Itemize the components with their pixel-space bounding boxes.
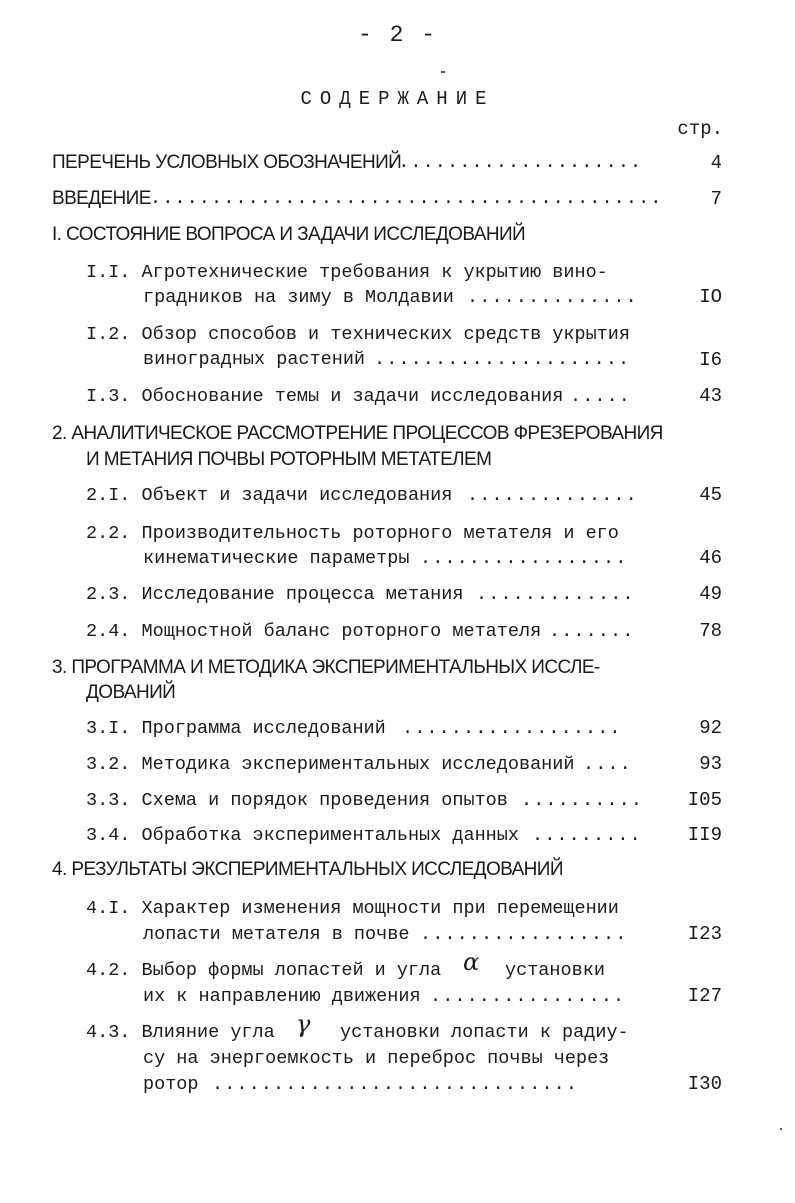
toc-page-number: 78: [699, 620, 722, 642]
toc-chapter-heading-cont: ДОВАНИЙ: [86, 682, 176, 703]
toc-chapter-heading: 4. РЕЗУЛЬТАТЫ ЭКСПЕРИМЕНТАЛЬНЫХ ИССЛЕДОВАНИЙ: [52, 859, 563, 880]
toc-section-3-3: 3.3. Схема и порядок проведения опытов: [86, 790, 508, 811]
gamma-symbol: γ: [296, 1010, 311, 1038]
toc-page-number: 92: [699, 717, 722, 739]
leader-dots: ................: [430, 986, 626, 1007]
toc-section-4-1: 4.I. Характер изменения мощности при перемещении: [86, 898, 619, 919]
toc-page-number: 49: [699, 583, 722, 605]
leader-dots: .....................: [386, 152, 643, 173]
leader-dots: .............: [476, 584, 635, 605]
leader-dots: ..........................................: [150, 188, 663, 209]
toc-page-number: 4: [710, 152, 722, 174]
leader-dots: ....: [583, 754, 632, 775]
leader-dots: .....................: [374, 349, 631, 370]
toc-page-number: II9: [687, 824, 722, 846]
toc-section-4-3-suffix: установки лопасти к радиу-: [340, 1022, 629, 1043]
page-title: СОДЕРЖАНИЕ: [300, 88, 495, 110]
toc-chapter-heading: 2. АНАЛИТИЧЕСКОЕ РАССМОТРЕНИЕ ПРОЦЕССОВ ФРЕЗЕРОВАНИЯ: [52, 423, 663, 444]
toc-page-number: 93: [699, 753, 722, 775]
leader-dots: ..............: [467, 485, 638, 506]
leader-dots: .................: [420, 548, 628, 569]
toc-section-4-2-cont: их к направлению движения: [143, 986, 421, 1007]
scan-speck: [780, 1128, 782, 1130]
toc-page-number: I05: [687, 789, 722, 811]
leader-dots: ..............................: [212, 1074, 579, 1095]
toc-section-2-2: 2.2. Производительность роторного метателя и его: [86, 523, 619, 544]
toc-entry-introduction: ВВЕДЕНИЕ: [52, 188, 151, 209]
toc-section-4-3-cont: су на энергоемкость и переброс почвы через: [143, 1048, 610, 1069]
toc-section-4-1-cont: лопасти метателя в почве: [143, 924, 410, 945]
toc-chapter-heading-cont: И МЕТАНИЯ ПОЧВЫ РОТОРНЫМ МЕТАТЕЛЕМ: [86, 449, 492, 470]
toc-entry-list-of-symbols: ПЕРЕЧЕНЬ УСЛОВНЫХ ОБОЗНАЧЕНИЙ: [52, 152, 402, 173]
toc-chapter-heading: 3. ПРОГРАММА И МЕТОДИКА ЭКСПЕРИМЕНТАЛЬНЫХ ИССЛЕ-: [52, 657, 600, 678]
leader-dots: ..................: [402, 718, 622, 739]
page-column-label: стр.: [677, 118, 723, 140]
toc-page-number: I6: [699, 349, 722, 371]
leader-dots: ..........: [521, 790, 644, 811]
leader-dots: ..............: [467, 287, 638, 308]
toc-section-4-2: 4.2. Выбор формы лопастей и угла: [86, 960, 442, 981]
toc-section-2-1: 2.I. Объект и задачи исследования: [86, 485, 453, 506]
toc-section-4-3: 4.3. Влияние угла: [86, 1022, 275, 1043]
toc-section-2-2-cont: кинематические параметры: [143, 548, 410, 569]
toc-section-1-3: I.3. Обоснование темы и задачи исследования: [86, 386, 564, 407]
toc-section-4-2-suffix: установки: [505, 960, 605, 981]
alpha-symbol: α: [463, 948, 480, 976]
leader-dots: .................: [420, 924, 628, 945]
leader-dots: .........: [532, 825, 642, 846]
scan-speck: [441, 71, 445, 73]
toc-page-number: 46: [699, 547, 722, 569]
toc-page-number: IO: [699, 286, 722, 308]
toc-page-number: 45: [699, 484, 722, 506]
toc-section-3-1: 3.I. Программа исследований: [86, 718, 386, 739]
toc-section-1-1-cont: градников на зиму в Молдавии: [143, 287, 454, 308]
toc-page-number: I27: [687, 985, 722, 1007]
leader-dots: .......: [549, 621, 635, 642]
toc-page-number: I23: [687, 923, 722, 945]
page-number: - 2 -: [357, 22, 437, 48]
toc-section-2-3: 2.3. Исследование процесса метания: [86, 584, 464, 605]
toc-section-1-2-cont: виноградных растений: [143, 349, 366, 370]
leader-dots: .....: [570, 386, 632, 407]
toc-page-number: 7: [710, 188, 722, 210]
toc-chapter-heading: I. СОСТОЯНИЕ ВОПРОСА И ЗАДАЧИ ИССЛЕДОВАНИЙ: [52, 224, 526, 245]
toc-page-number: I30: [687, 1073, 722, 1095]
toc-section-4-3-cont2: ротор: [143, 1074, 199, 1095]
toc-section-3-2: 3.2. Методика экспериментальных исследований: [86, 754, 575, 775]
toc-section-2-4: 2.4. Мощностной баланс роторного метателя: [86, 621, 542, 642]
toc-page-number: 43: [699, 385, 722, 407]
toc-section-3-4: 3.4. Обработка экспериментальных данных: [86, 825, 519, 846]
toc-section-1-2: I.2. Обзор способов и технических средств укрытия: [86, 324, 630, 345]
toc-section-1-1: I.I. Агротехнические требования к укрытию вино-: [86, 262, 608, 283]
